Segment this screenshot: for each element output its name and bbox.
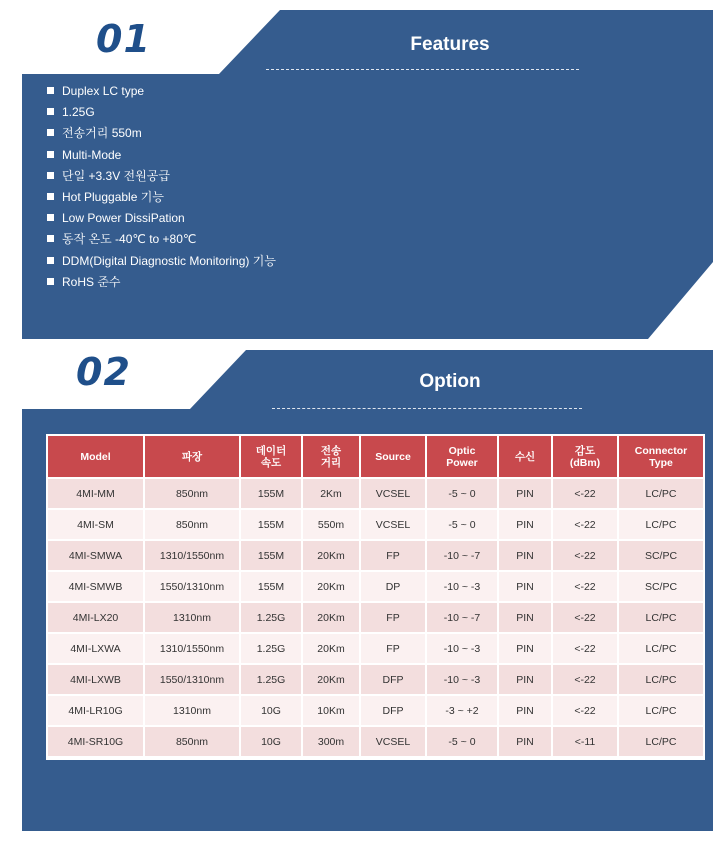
table-cell: 1310/1550nm — [145, 541, 241, 572]
feature-item — [47, 167, 276, 188]
table-cell: 4MI-SR10G — [48, 727, 145, 758]
table-cell: <-22 — [553, 541, 619, 572]
square-bullet-icon — [47, 278, 54, 285]
feature-item — [47, 82, 276, 103]
table-cell: 1.25G — [241, 603, 303, 634]
table-cell: 4MI-MM — [48, 479, 145, 510]
column-header: 감도 (dBm) — [553, 436, 619, 479]
square-bullet-icon — [47, 235, 54, 242]
feature-item — [47, 230, 276, 251]
features-section-number: 01 — [96, 17, 151, 61]
table-row — [48, 727, 703, 758]
table-cell: 1310nm — [145, 696, 241, 727]
square-bullet-icon — [47, 257, 54, 264]
features-list — [47, 82, 276, 294]
table-cell: 850nm — [145, 510, 241, 541]
table-cell: LC/PC — [619, 665, 703, 696]
table-cell: PIN — [499, 665, 553, 696]
features-title: Features — [410, 34, 490, 55]
table-cell: VCSEL — [361, 510, 427, 541]
option-title: Option — [419, 371, 481, 392]
table-cell: 4MI-LR10G — [48, 696, 145, 727]
table-cell: -5 ~ 0 — [427, 510, 499, 541]
table-row — [48, 665, 703, 696]
feature-text: Multi-Mode — [62, 147, 122, 162]
feature-text: Hot Pluggable 기능 — [62, 189, 164, 204]
table-row — [48, 634, 703, 665]
table-cell: <-22 — [553, 479, 619, 510]
table-cell: <-22 — [553, 696, 619, 727]
table-cell: -10 ~ -3 — [427, 634, 499, 665]
table-cell: <-22 — [553, 634, 619, 665]
table-cell: 10G — [241, 696, 303, 727]
table-cell: DFP — [361, 665, 427, 696]
column-header: Model — [48, 436, 145, 479]
feature-text: RoHS 준수 — [62, 274, 121, 289]
table-cell: DP — [361, 572, 427, 603]
table-row — [48, 572, 703, 603]
table-cell: <-11 — [553, 727, 619, 758]
table-cell: LC/PC — [619, 696, 703, 727]
table-cell: -10 ~ -7 — [427, 541, 499, 572]
table-cell: 20Km — [303, 665, 361, 696]
table-cell: 155M — [241, 479, 303, 510]
table-cell: 1550/1310nm — [145, 572, 241, 603]
table-cell: SC/PC — [619, 541, 703, 572]
square-bullet-icon — [47, 151, 54, 158]
table-cell: PIN — [499, 479, 553, 510]
feature-text: Low Power DissiPation — [62, 211, 185, 226]
feature-item — [47, 273, 276, 294]
table-cell: PIN — [499, 727, 553, 758]
option-table-body — [48, 479, 703, 758]
table-row — [48, 696, 703, 727]
feature-text: 1.25G — [62, 105, 95, 120]
table-row — [48, 603, 703, 634]
column-header: 데이터 속도 — [241, 436, 303, 479]
feature-item — [47, 103, 276, 124]
table-cell: <-22 — [553, 665, 619, 696]
table-cell: 155M — [241, 510, 303, 541]
table-cell: 550m — [303, 510, 361, 541]
feature-item — [47, 124, 276, 145]
column-header: Source — [361, 436, 427, 479]
table-cell: 155M — [241, 541, 303, 572]
table-cell: LC/PC — [619, 603, 703, 634]
feature-item — [47, 188, 276, 209]
table-cell: 4MI-SM — [48, 510, 145, 541]
square-bullet-icon — [47, 193, 54, 200]
feature-text: 동작 온도 -40℃ to +80℃ — [62, 232, 197, 247]
table-cell: -10 ~ -3 — [427, 665, 499, 696]
table-cell: 1.25G — [241, 634, 303, 665]
table-cell: 1310nm — [145, 603, 241, 634]
table-cell: -5 ~ 0 — [427, 727, 499, 758]
table-cell: -5 ~ 0 — [427, 479, 499, 510]
table-cell: 850nm — [145, 727, 241, 758]
features-title-divider — [266, 69, 579, 70]
column-header: 수신 — [499, 436, 553, 479]
table-cell: 155M — [241, 572, 303, 603]
table-cell: 4MI-LX20 — [48, 603, 145, 634]
table-cell: 20Km — [303, 603, 361, 634]
option-table — [46, 434, 705, 760]
square-bullet-icon — [47, 87, 54, 94]
table-cell: 1.25G — [241, 665, 303, 696]
table-cell: 4MI-LXWB — [48, 665, 145, 696]
table-cell: 20Km — [303, 572, 361, 603]
column-header: Connector Type — [619, 436, 703, 479]
table-cell: 20Km — [303, 634, 361, 665]
column-header: 전송 거리 — [303, 436, 361, 479]
column-header: Optic Power — [427, 436, 499, 479]
table-cell: VCSEL — [361, 727, 427, 758]
table-cell: PIN — [499, 541, 553, 572]
table-cell: PIN — [499, 634, 553, 665]
column-header: 파장 — [145, 436, 241, 479]
table-cell: VCSEL — [361, 479, 427, 510]
table-cell: DFP — [361, 696, 427, 727]
feature-text: 단일 +3.3V 전원공급 — [62, 168, 170, 183]
table-cell: <-22 — [553, 572, 619, 603]
table-cell: -10 ~ -7 — [427, 603, 499, 634]
table-cell: 300m — [303, 727, 361, 758]
option-title-divider — [272, 408, 582, 409]
table-row — [48, 541, 703, 572]
table-cell: <-22 — [553, 603, 619, 634]
feature-item — [47, 146, 276, 167]
table-cell: PIN — [499, 572, 553, 603]
table-cell: LC/PC — [619, 727, 703, 758]
table-cell: <-22 — [553, 510, 619, 541]
table-cell: LC/PC — [619, 634, 703, 665]
square-bullet-icon — [47, 108, 54, 115]
table-cell: FP — [361, 541, 427, 572]
table-cell: FP — [361, 603, 427, 634]
table-cell: 20Km — [303, 541, 361, 572]
table-cell: 4MI-SMWA — [48, 541, 145, 572]
table-cell: LC/PC — [619, 479, 703, 510]
square-bullet-icon — [47, 129, 54, 136]
table-cell: 10Km — [303, 696, 361, 727]
table-cell: 2Km — [303, 479, 361, 510]
square-bullet-icon — [47, 172, 54, 179]
table-cell: LC/PC — [619, 510, 703, 541]
table-cell: FP — [361, 634, 427, 665]
feature-item — [47, 252, 276, 273]
option-section-number: 02 — [76, 350, 131, 394]
feature-item — [47, 209, 276, 230]
table-cell: PIN — [499, 603, 553, 634]
table-cell: 4MI-SMWB — [48, 572, 145, 603]
table-cell: PIN — [499, 510, 553, 541]
table-cell: SC/PC — [619, 572, 703, 603]
table-cell: -3 ~ +2 — [427, 696, 499, 727]
table-cell: 10G — [241, 727, 303, 758]
table-cell: 1310/1550nm — [145, 634, 241, 665]
table-row — [48, 479, 703, 510]
feature-text: DDM(Digital Diagnostic Monitoring) 기능 — [62, 253, 276, 268]
table-cell: -10 ~ -3 — [427, 572, 499, 603]
table-cell: 4MI-LXWA — [48, 634, 145, 665]
option-table-header-row — [48, 436, 703, 479]
feature-text: Duplex LC type — [62, 84, 145, 98]
table-cell: PIN — [499, 696, 553, 727]
table-row — [48, 510, 703, 541]
square-bullet-icon — [47, 214, 54, 221]
feature-text: 전송거리 550m — [62, 126, 142, 141]
table-cell: 850nm — [145, 479, 241, 510]
table-cell: 1550/1310nm — [145, 665, 241, 696]
